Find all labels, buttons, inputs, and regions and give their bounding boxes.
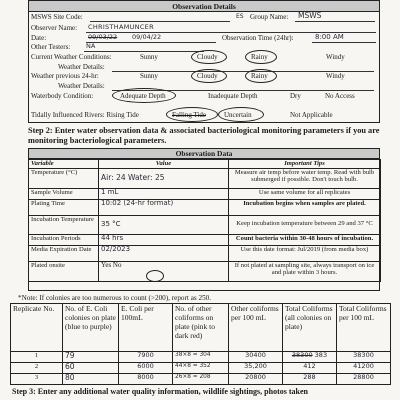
date-struck-value: 09/03/22 [88, 33, 118, 41]
weather-option-rainy[interactable]: Rainy [251, 53, 268, 61]
waterbody-label: Waterbody Condition: [31, 92, 94, 100]
weather-option-cloudy[interactable]: Cloudy [197, 53, 218, 61]
prev-weather-windy[interactable]: Windy [326, 72, 345, 80]
prev-weather-rainy[interactable]: Rainy [251, 72, 268, 80]
rep2-ecoli-per100[interactable]: 6000 [119, 363, 173, 374]
group-name-prefix: ES [236, 13, 244, 20]
observation-data-table [28, 148, 380, 291]
step2-title: Step 2: Enter water observation data & associated bacteriological monitoring parameters if you are monitoring bacteriological parameters. [28, 126, 380, 145]
site-code-label: MSWS Site Code: [31, 13, 83, 21]
row-media-expiration [29, 245, 381, 261]
tip-plating-time: Incubation begins when samples are plated. [229, 199, 381, 215]
observation-data-grid [28, 159, 381, 282]
rep3-total-count[interactable]: 288 [283, 374, 337, 385]
rep-header-other-per100: Other coliforms per 100 mL [229, 304, 283, 352]
rep3-ecoli-per100[interactable]: 8000 [119, 374, 173, 385]
row-plating-time [29, 199, 381, 215]
rep1-ecoli-count[interactable]: 79 [63, 352, 119, 363]
rep1-total-per100[interactable]: 38300 [337, 352, 391, 363]
tidal-not-applicable[interactable]: Not Applicable [290, 111, 333, 119]
rep2-other-count[interactable]: 44×8 = 352 [173, 363, 229, 374]
rep1-total-struck: 38300 [291, 351, 313, 359]
step3-title: Step 3: Enter any additional water quality information, wildlife sightings, photos taken [12, 387, 308, 396]
tip-incubation-periods: Count bacteria within 30-48 hours of incubation. [229, 234, 381, 245]
var-media-expiration: Media Expiration Date [29, 245, 99, 261]
site-code-field[interactable] [90, 12, 230, 22]
date-label: Date: [31, 34, 47, 42]
replicates-header-row [11, 304, 391, 352]
tip-plated-onsite: If not plated at sampling site, always transport on ice and plate within 3 hours. [229, 261, 381, 281]
rep3-ecoli-count[interactable]: 80 [63, 374, 119, 385]
observation-data-title: Observation Data [29, 149, 379, 159]
observation-time-label: Observation Time (24hr): [222, 34, 294, 42]
observer-name-label: Observer Name: [31, 24, 78, 32]
observation-time-value[interactable]: 8:00 AM [315, 33, 344, 41]
row-temperature [29, 168, 381, 188]
rep1-ecoli-per100[interactable]: 7900 [119, 352, 173, 363]
tip-temperature: Measure air temp before water temp. Read with bulb submerged if possible. Don't touch bulb. [229, 168, 381, 188]
rep1-no: 1 [11, 352, 63, 363]
waterbody-inadequate[interactable]: Inadequate Depth [208, 92, 258, 100]
val-plated-onsite[interactable]: Yes No [99, 261, 229, 281]
rep-header-total-per100: Total Coliforms per 100 mL [337, 304, 391, 352]
observer-name-value[interactable]: CHRISTHAMUNCER [88, 23, 154, 31]
replicate-row-1 [11, 352, 391, 363]
row-incubation-periods [29, 234, 381, 245]
group-name-label: Group Name: [250, 13, 289, 21]
header-value: Value [99, 160, 229, 169]
header-tips: Important Tips [229, 160, 381, 169]
var-plated-onsite: Plated onsite [29, 261, 99, 281]
header-variable: Variable [29, 160, 99, 169]
rep-header-ecoli-per100: E. Coli per 100mL [119, 304, 173, 352]
rep3-other-count[interactable]: 26×8 = 208 [173, 374, 229, 385]
row-incubation-temp [29, 215, 381, 234]
tip-incubation-temp: Keep incubation temperature between 29 and 37 °C [229, 215, 381, 234]
colonies-note: *Note: If colonies are too numerous to count (>200), report as 250. [18, 294, 212, 302]
val-media-expiration[interactable]: 02/2023 [99, 245, 229, 261]
row-sample-volume [29, 188, 381, 199]
group-name-underline [295, 12, 375, 22]
weather-option-windy[interactable]: Windy [326, 53, 345, 61]
other-testers-underline [84, 42, 204, 52]
tidal-uncertain[interactable]: Uncertain [224, 111, 252, 119]
waterbody-adequate[interactable]: Adequate Depth [120, 92, 166, 100]
rep-header-total-count: Total Coliforms (all colonies on plate) [283, 304, 337, 352]
val-incubation-periods[interactable]: 44 hrs [99, 234, 229, 245]
prev-weather-sunny[interactable]: Sunny [140, 72, 158, 80]
val-plating-time[interactable]: 10:02 (24-hr format) [99, 199, 229, 215]
waterbody-no-access[interactable]: No Access [325, 92, 355, 100]
rep2-other-per100[interactable]: 35,200 [229, 363, 283, 374]
prev-weather-label: Weather previous 24-hr: [31, 72, 99, 80]
adequate-selected-circle [112, 88, 176, 103]
plated-no-circle [146, 270, 164, 282]
observation-time-underline [312, 33, 376, 43]
var-incubation-temp: Incubation Temperature [29, 215, 99, 234]
rep2-total-count[interactable]: 412 [283, 363, 337, 374]
falling-tide-circle [166, 107, 218, 122]
tidal-label: Tidally Influenced Rivers: Rising Tide [31, 111, 139, 119]
prev-weather-details-label: Weather Details: [58, 82, 105, 90]
val-incubation-temp[interactable]: 35 °C [99, 215, 229, 234]
var-temperature: Temperature (°C) [29, 168, 99, 188]
replicate-row-2 [11, 363, 391, 374]
replicate-row-3 [11, 374, 391, 385]
tip-sample-volume: Use same volume for all replicates [229, 188, 381, 199]
uncertain-selected-circle [218, 107, 264, 122]
var-plating-time: Plating Time [29, 199, 99, 215]
tidal-falling[interactable]: Falling Tide [172, 111, 207, 119]
date-value[interactable]: 09/04/22 [132, 33, 162, 41]
other-testers-value[interactable]: NA [86, 42, 96, 50]
waterbody-dry[interactable]: Dry [290, 92, 301, 100]
weather-details-label: Weather Details: [58, 63, 105, 71]
prev-weather-cloudy[interactable]: Cloudy [197, 72, 218, 80]
val-sample-volume[interactable]: 1 mL [99, 188, 229, 199]
rep3-other-per100[interactable]: 20800 [229, 374, 283, 385]
current-weather-label: Current Weather Conditions: [31, 53, 112, 61]
replicates-table-wrap [10, 303, 390, 385]
rep1-total-count-value: 383 [314, 351, 328, 359]
rep-header-other-count: No. of other coliforms on plate (pink to dark red) [173, 304, 229, 352]
observation-data-header-row [29, 160, 381, 169]
row-plated-onsite [29, 261, 381, 281]
weather-option-sunny[interactable]: Sunny [140, 53, 158, 61]
other-testers-label: Other Testers: [31, 43, 71, 51]
rep-header-ecoli-count: No. of E. Coli colonies on plate (blue to purple) [63, 304, 119, 352]
observation-details-title: Observation Details [29, 1, 379, 12]
group-name-value[interactable]: MSWS [298, 11, 322, 20]
rep1-other-per100[interactable]: 30400 [229, 352, 283, 363]
rep2-total-per100[interactable]: 41200 [337, 363, 391, 374]
rep3-total-per100[interactable]: 28800 [337, 374, 391, 385]
rep2-ecoli-count[interactable]: 60 [63, 363, 119, 374]
tip-media-expiration: Use this date format: Jul/2019 (from media box) [229, 245, 381, 261]
var-sample-volume: Sample Volume [29, 188, 99, 199]
replicates-table [10, 303, 391, 385]
rep1-other-count[interactable]: 38×8 = 304 [173, 352, 229, 363]
rep2-no: 2 [11, 363, 63, 374]
rep3-no: 3 [11, 374, 63, 385]
val-temperature[interactable]: Air: 24 Water: 25 [99, 168, 229, 188]
var-incubation-periods: Incubation Periods [29, 234, 99, 245]
rep-header-replicate: Replicate No. [11, 304, 63, 352]
rep1-total-count[interactable] [283, 352, 337, 363]
